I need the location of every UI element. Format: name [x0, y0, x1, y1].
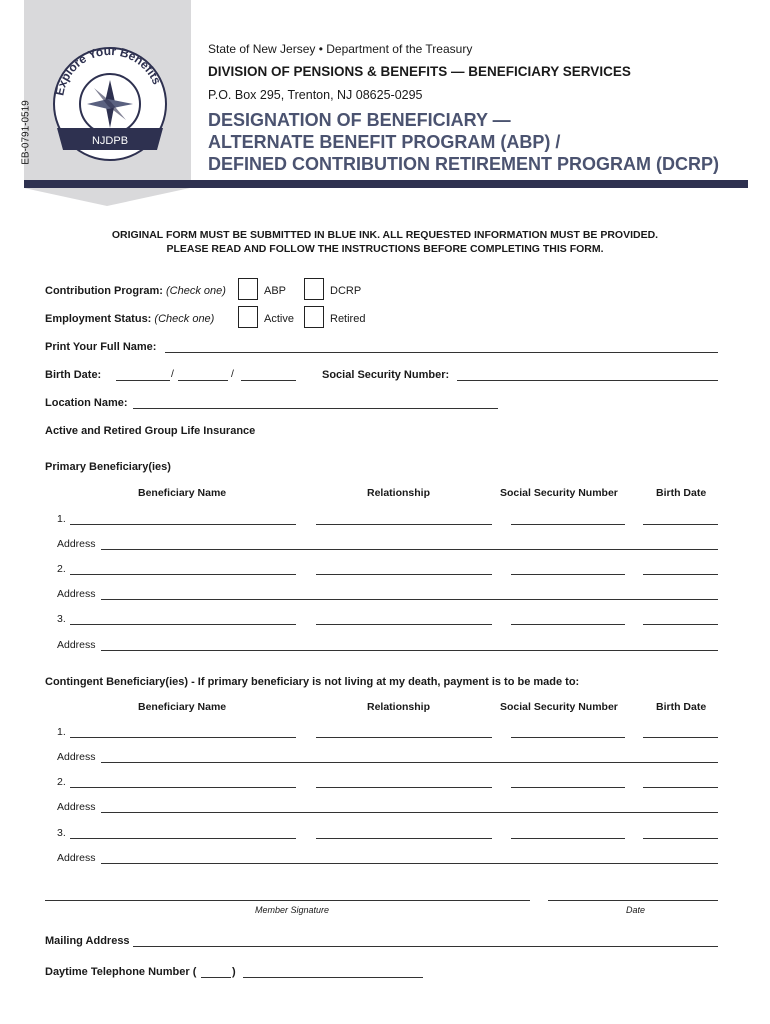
col-beneficiary-name: Beneficiary Name	[138, 701, 227, 713]
address-label: Address	[57, 639, 96, 651]
dcrp-option-label: DCRP	[330, 285, 362, 297]
njdpb-logo	[45, 40, 175, 170]
row-number: 3.	[57, 827, 66, 839]
address-line: P.O. Box 295, Trenton, NJ 08625-0295	[208, 88, 423, 102]
birth-month-field[interactable]	[116, 380, 170, 381]
row-number: 1.	[57, 513, 66, 525]
contingent-3-birth-field[interactable]	[643, 838, 718, 839]
col-beneficiary-name: Beneficiary Name	[138, 487, 227, 499]
contingent-1-ssn-field[interactable]	[511, 737, 625, 738]
primary-3-relationship-field[interactable]	[316, 624, 492, 625]
primary-1-birth-field[interactable]	[643, 524, 718, 525]
member-signature-label: Member Signature	[255, 905, 330, 915]
address-label: Address	[57, 538, 96, 550]
primary-beneficiaries-heading: Primary Beneficiary(ies)	[45, 461, 171, 473]
row-number: 2.	[57, 563, 66, 575]
address-label: Address	[57, 801, 96, 813]
phone-paren-close: )	[232, 966, 236, 978]
form-title-line-1: DESIGNATION OF BENEFICIARY —	[208, 110, 511, 130]
contingent-2-birth-field[interactable]	[643, 787, 718, 788]
col-ssn: Social Security Number	[500, 487, 618, 499]
location-name-label: Location Name:	[45, 397, 128, 409]
primary-2-name-field[interactable]	[70, 574, 296, 575]
primary-1-address-field[interactable]	[101, 549, 718, 550]
retired-checkbox[interactable]	[304, 306, 324, 328]
signature-date-field[interactable]	[548, 900, 718, 901]
mailing-address-label: Mailing Address	[45, 935, 130, 947]
contingent-2-ssn-field[interactable]	[511, 787, 625, 788]
state-line: State of New Jersey • Department of the Treasury	[208, 42, 473, 56]
col-birth-date: Birth Date	[656, 701, 707, 713]
primary-2-ssn-field[interactable]	[511, 574, 625, 575]
full-name-label: Print Your Full Name:	[45, 341, 157, 353]
address-label: Address	[57, 751, 96, 763]
primary-3-name-field[interactable]	[70, 624, 296, 625]
contingent-3-ssn-field[interactable]	[511, 838, 625, 839]
member-signature-field[interactable]	[45, 900, 530, 901]
phone-number-field[interactable]	[243, 977, 423, 978]
contingent-2-relationship-field[interactable]	[316, 787, 492, 788]
logo-arc-text: Explore Your Benefits	[52, 43, 165, 97]
address-label: Address	[57, 852, 96, 864]
phone-area-code-field[interactable]	[201, 977, 231, 978]
form-title-line-3: DEFINED CONTRIBUTION RETIREMENT PROGRAM (DCRP)	[208, 154, 719, 174]
active-checkbox[interactable]	[238, 306, 258, 328]
contingent-3-name-field[interactable]	[70, 838, 296, 839]
contribution-program-label: Contribution Program: (Check one)	[45, 285, 226, 297]
form-number: EB-0791-0519	[20, 100, 32, 165]
group-life-heading: Active and Retired Group Life Insurance	[45, 425, 256, 437]
ssn-label: Social Security Number:	[322, 369, 450, 381]
primary-3-birth-field[interactable]	[643, 624, 718, 625]
contingent-1-relationship-field[interactable]	[316, 737, 492, 738]
birth-year-field[interactable]	[241, 380, 296, 381]
col-birth-date: Birth Date	[656, 487, 707, 499]
abp-checkbox[interactable]	[238, 278, 258, 300]
daytime-phone-label: Daytime Telephone Number (	[45, 966, 197, 978]
col-relationship: Relationship	[367, 487, 431, 499]
form-title	[208, 109, 719, 175]
notice-line-1: ORIGINAL FORM MUST BE SUBMITTED IN BLUE INK. ALL REQUESTED INFORMATION MUST BE PROVIDED.	[111, 229, 659, 241]
signature-date-label: Date	[626, 905, 646, 915]
contingent-3-address-field[interactable]	[101, 863, 718, 864]
mailing-address-field[interactable]	[133, 946, 718, 947]
primary-2-relationship-field[interactable]	[316, 574, 492, 575]
address-label: Address	[57, 588, 96, 600]
full-name-field[interactable]	[165, 352, 718, 353]
col-ssn: Social Security Number	[500, 701, 618, 713]
row-number: 3.	[57, 613, 66, 625]
contingent-3-relationship-field[interactable]	[316, 838, 492, 839]
birth-day-field[interactable]	[178, 380, 228, 381]
date-separator: /	[231, 368, 234, 380]
division-line: DIVISION OF PENSIONS & BENEFITS — BENEFICIARY SERVICES	[208, 64, 631, 79]
ssn-field[interactable]	[457, 380, 718, 381]
contingent-2-name-field[interactable]	[70, 787, 296, 788]
row-number: 1.	[57, 726, 66, 738]
primary-3-address-field[interactable]	[101, 650, 718, 651]
primary-2-address-field[interactable]	[101, 599, 718, 600]
contingent-1-name-field[interactable]	[70, 737, 296, 738]
primary-2-birth-field[interactable]	[643, 574, 718, 575]
primary-1-relationship-field[interactable]	[316, 524, 492, 525]
primary-3-ssn-field[interactable]	[511, 624, 625, 625]
header-divider	[24, 180, 748, 188]
contingent-1-birth-field[interactable]	[643, 737, 718, 738]
contingent-1-address-field[interactable]	[101, 762, 718, 763]
logo-banner-text: NJDPB	[91, 135, 129, 147]
header-tab-point	[24, 188, 190, 206]
contingent-2-address-field[interactable]	[101, 812, 718, 813]
notice-line-2: PLEASE READ AND FOLLOW THE INSTRUCTIONS BEFORE COMPLETING THIS FORM.	[166, 243, 604, 255]
birth-date-label: Birth Date:	[45, 369, 102, 381]
employment-status-label: Employment Status: (Check one)	[45, 313, 215, 325]
contingent-beneficiaries-heading: Contingent Beneficiary(ies) - If primary beneficiary is not living at my death, payment is to be made to:	[45, 676, 580, 688]
dcrp-checkbox[interactable]	[304, 278, 324, 300]
primary-1-name-field[interactable]	[70, 524, 296, 525]
primary-1-ssn-field[interactable]	[511, 524, 625, 525]
active-option-label: Active	[264, 313, 294, 325]
location-name-field[interactable]	[133, 408, 498, 409]
date-separator: /	[171, 368, 174, 380]
abp-option-label: ABP	[264, 285, 287, 297]
row-number: 2.	[57, 776, 66, 788]
instructions-notice	[0, 228, 770, 256]
form-title-line-2: ALTERNATE BENEFIT PROGRAM (ABP) /	[208, 132, 561, 152]
col-relationship: Relationship	[367, 701, 431, 713]
retired-option-label: Retired	[330, 313, 366, 325]
